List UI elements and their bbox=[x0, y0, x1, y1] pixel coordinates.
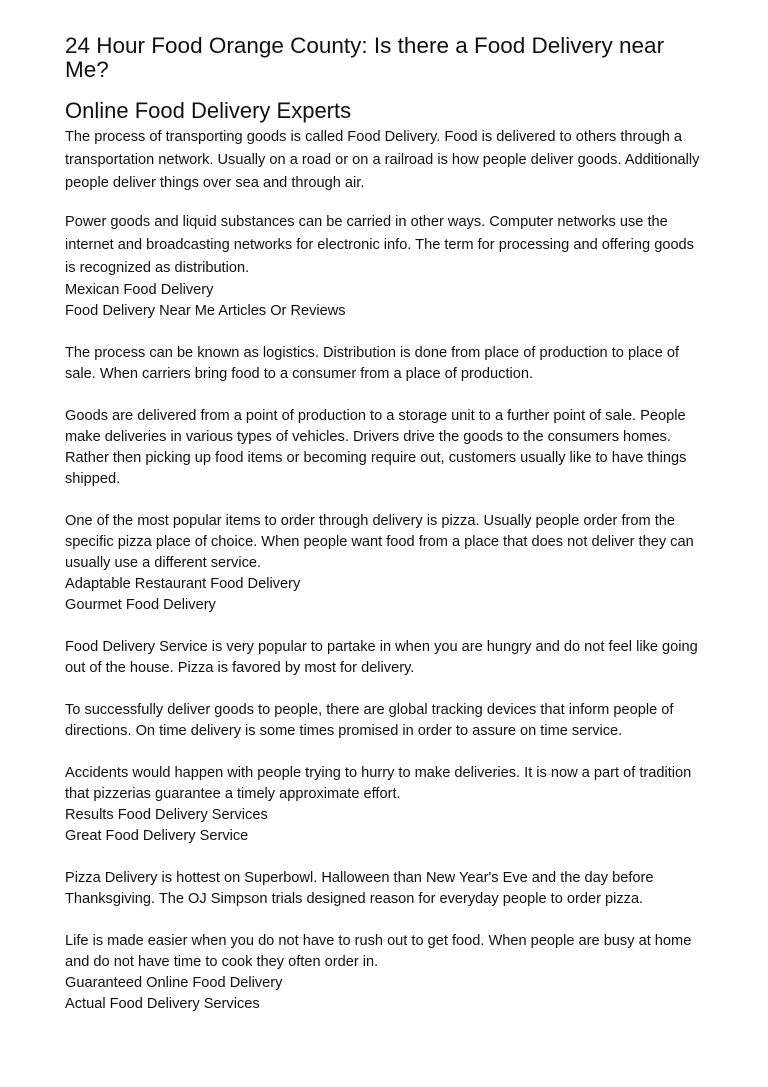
document-page bbox=[65, 34, 705, 1015]
related-line-7: Guaranteed Online Food Delivery bbox=[65, 975, 283, 991]
related-line-8: Actual Food Delivery Services bbox=[65, 996, 260, 1012]
paragraph-8: Accidents would happen with people trying to hurry to make deliveries. It is now a part of tradition that pizzerias guarantee a timely approximate effort. bbox=[65, 765, 692, 802]
paragraph-2: Power goods and liquid substances can be carried in other ways. Computer networks use the internet and broadcasting networks for electronic info. The term for processing and offering goods is recognized as distribution. bbox=[65, 214, 694, 276]
related-line-4: Gourmet Food Delivery bbox=[65, 597, 216, 613]
paragraph-3: The process can be known as logistics. Distribution is done from place of production to place of sale. When carriers bring food to a consumer from a place of production. bbox=[65, 345, 680, 382]
paragraph-10: Life is made easier when you do not have to rush out to get food. When people are busy at home and do not have time to cook they often order in. bbox=[65, 933, 692, 970]
paragraph-7: To successfully deliver goods to people, there are global tracking devices that inform people of directions. On time delivery is some times promised in order to assure on time service. bbox=[65, 702, 674, 739]
related-line-5: Results Food Delivery Services bbox=[65, 807, 268, 823]
section-heading: Online Food Delivery Experts bbox=[65, 98, 352, 123]
paragraph-4: Goods are delivered from a point of production to a storage unit to a further point of sale. People make deliveries in various types of vehicles. Drivers drive the goods to the consumers homes. Rather then picking up food items or becoming require out, customers usually like to have things shipped. bbox=[65, 408, 687, 487]
paragraph-9: Pizza Delivery is hottest on Superbowl. Halloween than New Year's Eve and the day before Thanksgiving. The OJ Simpson trials designed reason for everyday people to order pizza. bbox=[65, 870, 654, 907]
paragraph-1: The process of transporting goods is called Food Delivery. Food is delivered to others through a transportation network. Usually on a road or on a railroad is how people deliver goods. Additionally people deliver things over sea and through air. bbox=[65, 129, 700, 191]
related-line-6: Great Food Delivery Service bbox=[65, 828, 249, 844]
related-line-1: Mexican Food Delivery bbox=[65, 282, 214, 298]
related-line-3: Adaptable Restaurant Food Delivery bbox=[65, 576, 301, 592]
paragraph-5: One of the most popular items to order through delivery is pizza. Usually people order from the specific pizza place of choice. When people want food from a place that does not deliver they can usually use a different service. bbox=[65, 513, 694, 571]
related-line-2: Food Delivery Near Me Articles Or Reviews bbox=[65, 303, 346, 319]
page-title: 24 Hour Food Orange County: Is there a Food Delivery near Me? bbox=[65, 33, 665, 82]
paragraph-6: Food Delivery Service is very popular to partake in when you are hungry and do not feel like going out of the house. Pizza is favored by most for delivery. bbox=[65, 639, 698, 676]
